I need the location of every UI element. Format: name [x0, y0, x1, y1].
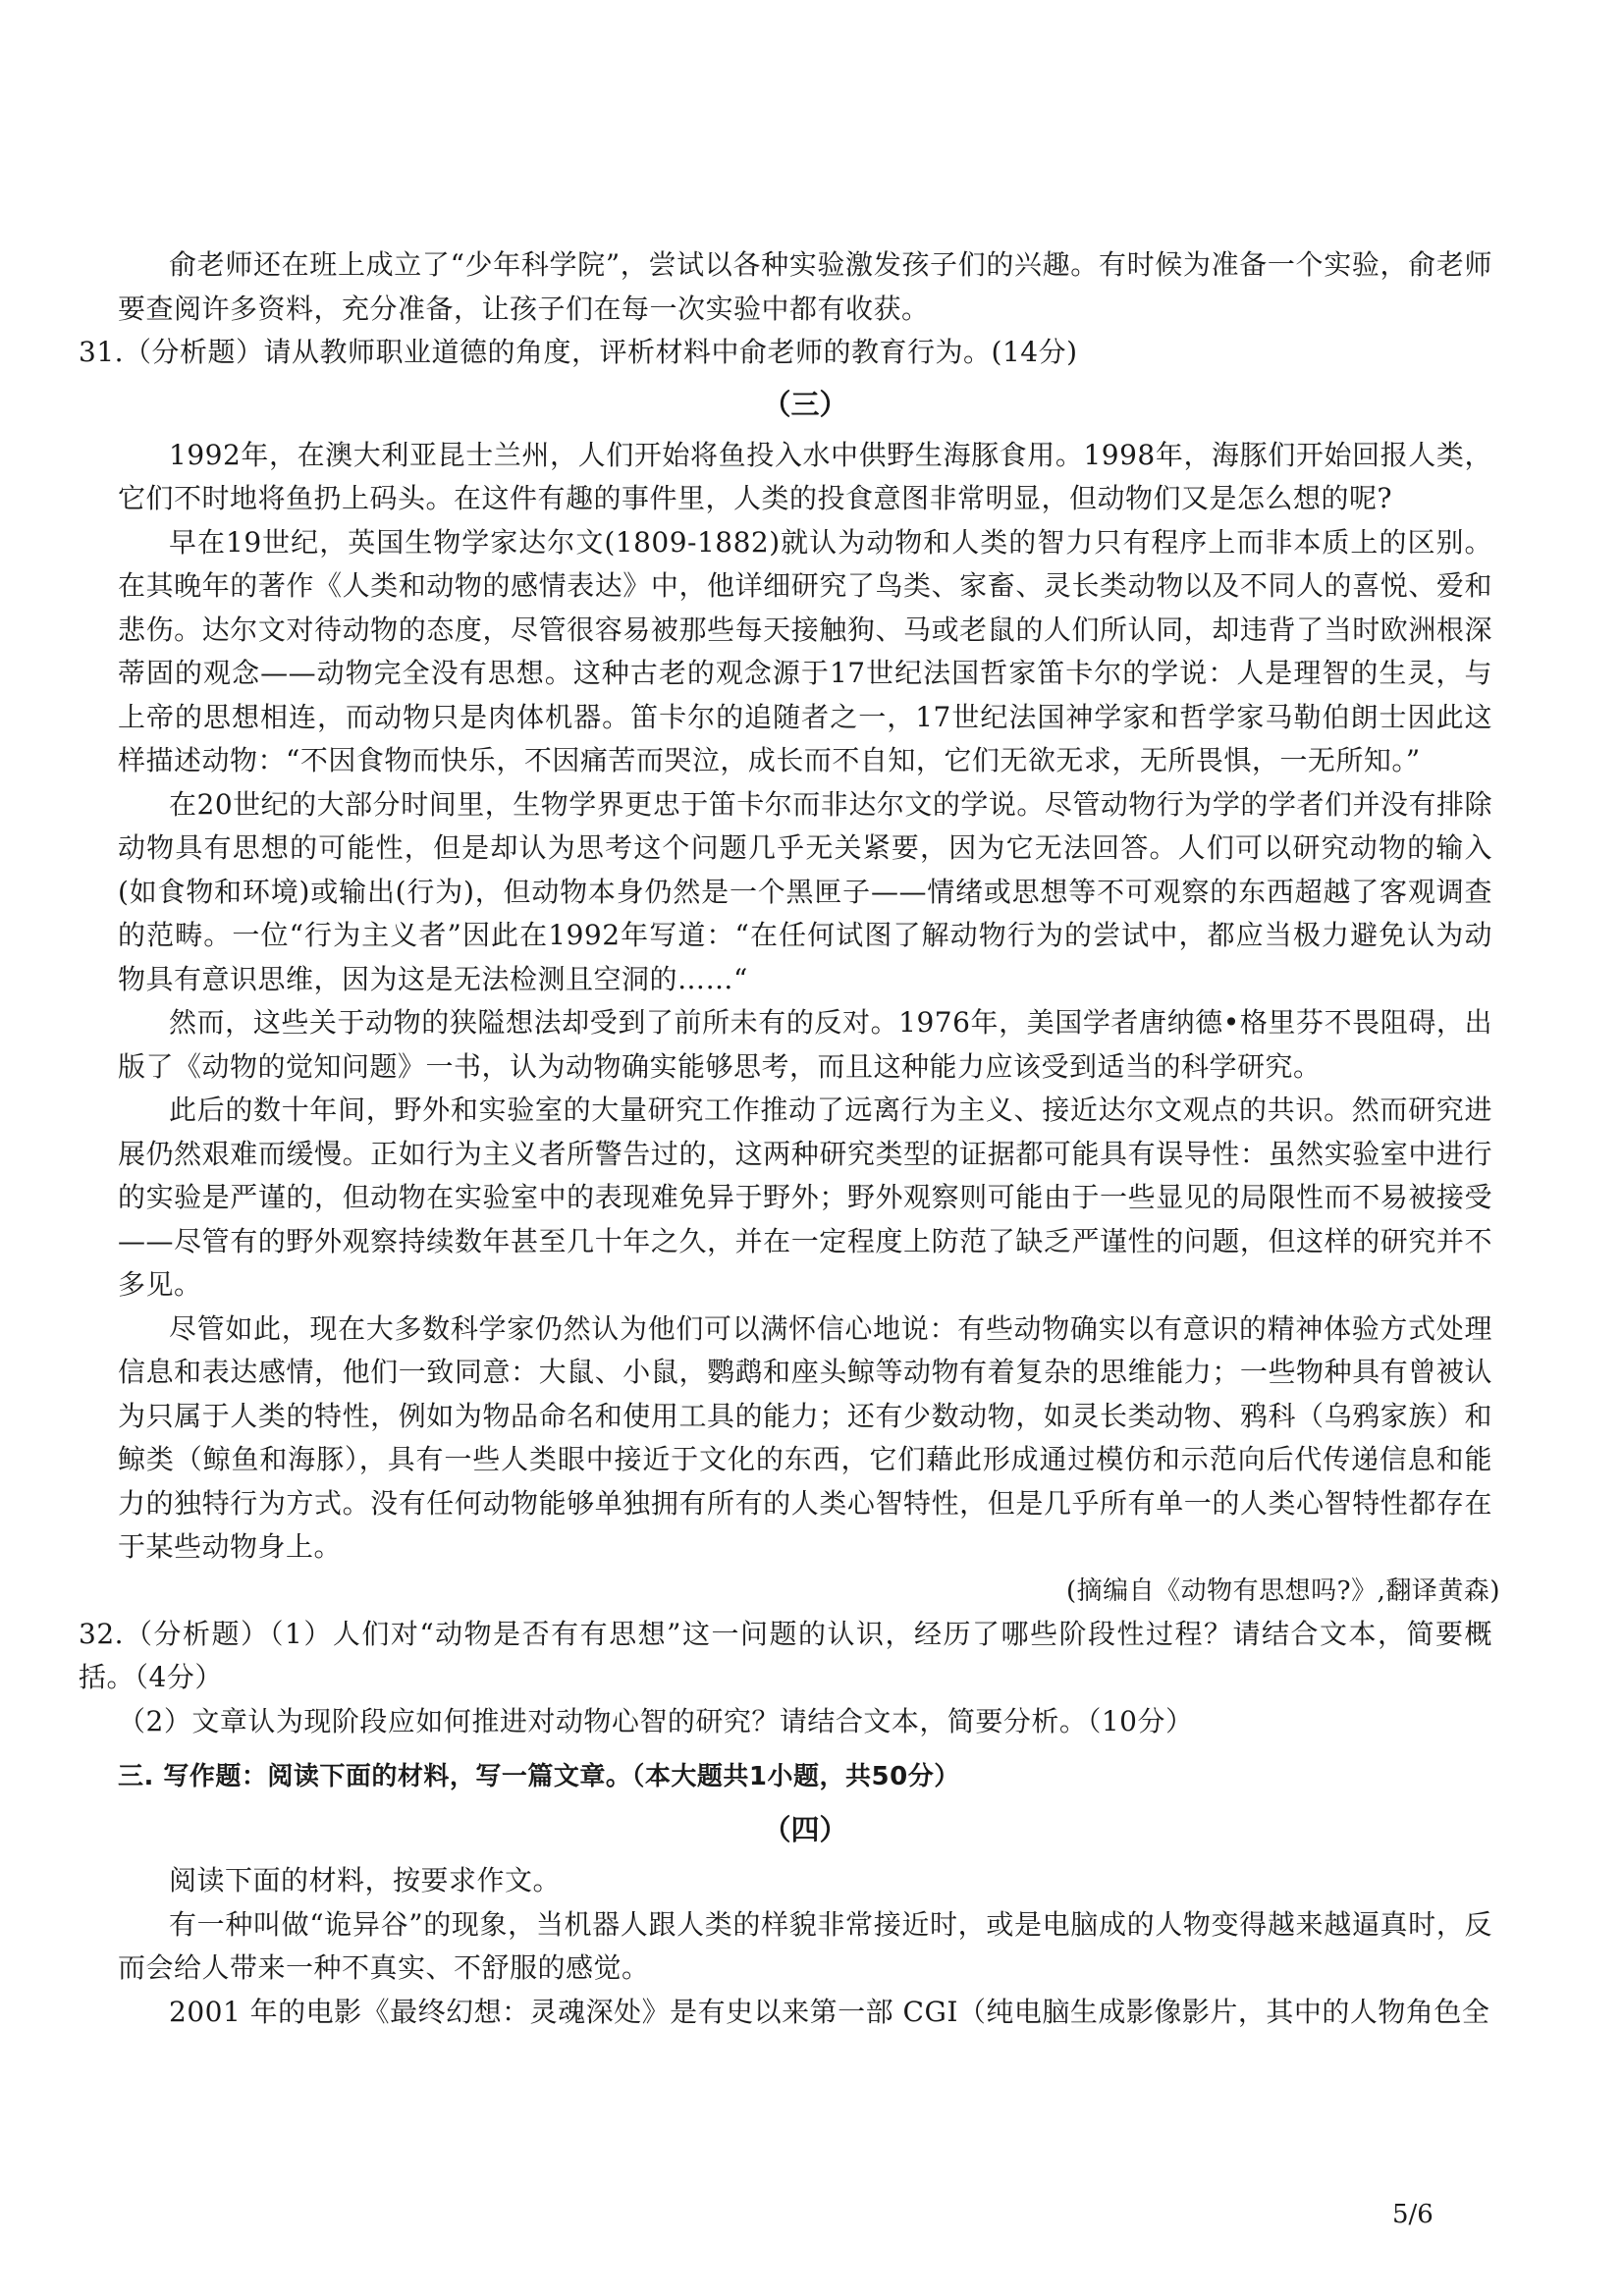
section-4-paragraph: 有一种叫做“诡异谷”的现象，当机器人跟人类的样貌非常接近时，或是电脑成的人物变得越来越逼真时，反而会给人带来一种不真实、不舒服的感觉。 — [118, 1907, 1492, 1984]
section-3-paragraph: 尽管如此，现在大多数科学家仍然认为他们可以满怀信心地说：有些动物确实以有意识的精神体验方式处理信息和表达感情，他们一致同意：大鼠、小鼠，鹦鹉和座头鲸等动物有着复杂的思维能力；一些物种具有曾被认为只属于人类的特性，例如为物品命名和使用工具的能力；还有少数动物，如灵长类动物、鸦科（乌鸦家族）和鲸类（鲸鱼和海豚），具有一些人类眼中接近于文化的东西，它们藉此形成通过模仿和示范向后代传递信息和能力的独特行为方式。没有任何动物能够单独拥有所有的人类心智特性，但是几乎所有单一的人类心智特性都存在于某些动物身上。 — [118, 1311, 1492, 1563]
page-number: 5/6 — [1392, 2200, 1434, 2229]
question-31: 31.（分析题）请从教师职业道德的角度，评析材料中俞老师的教育行为。(14分) — [79, 336, 1078, 368]
section-4-text — [118, 1859, 1492, 2034]
section-4-paragraph: 阅读下面的材料，按要求作文。 — [169, 1864, 562, 1896]
section-3-heading: （三） — [762, 387, 848, 421]
part-3-title: 三. 写作题：阅读下面的材料，写一篇文章。（本大题共1小题，共50分） — [118, 1762, 960, 1791]
section-3-paragraph: 1992年，在澳大利亚昆士兰州，人们开始将鱼投入水中供野生海豚食用。1998年，海豚们开始回报人类，它们不时地将鱼扔上码头。在这件有趣的事件里，人类的投食意图非常明显，但动物们又是怎么想的呢? — [118, 438, 1492, 514]
section-3-paragraph: 早在19世纪，英国生物学家达尔文(1809-1882)就认为动物和人类的智力只有程序上而非本质上的区别。在其晚年的著作《人类和动物的感情表达》中，他详细研究了鸟类、家畜、灵长类动物以及不同人的喜悦、爱和悲伤。达尔文对待动物的态度，尽管很容易被那些每天接触狗、马或老鼠的人们所认同，却违背了当时欧洲根深蒂固的观念——动物完全没有思想。这种古老的观念源于17世纪法国哲家笛卡尔的学说：人是理智的生灵，与上帝的思想相连，而动物只是肉体机器。笛卡尔的追随者之一，17世纪法国神学家和哲学家马勒伯朗士因此这样描述动物：“不因食物而快乐，不因痛苦而哭泣，成长而不自知，它们无欲无求，无所畏惧，一无所知。” — [118, 525, 1492, 776]
material-paragraph: 俞老师还在班上成立了“少年科学院”，尝试以各种实验激发孩子们的兴趣。有时候为准备一个实验，俞老师要查阅许多资料，充分准备，让孩子们在每一次实验中都有收获。 — [118, 248, 1492, 325]
section-4-paragraph: 2001 年的电影《最终幻想：灵魂深处》是有史以来第一部 CGI（纯电脑生成影像影片，其中的人物角色全 — [169, 1995, 1490, 2028]
section-3-text — [118, 434, 1492, 1570]
section-4-heading: （四） — [762, 1813, 848, 1846]
section-3-paragraph: 然而，这些关于动物的狭隘想法却受到了前所未有的反对。1976年，美国学者唐纳德•格里芬不畏阻碍，出版了《动物的觉知问题》一书，认为动物确实能够思考，而且这种能力应该受到适当的科学研究。 — [118, 1006, 1492, 1083]
article-source: (摘编自《动物有思想吗?》,翻译黄森) — [1066, 1575, 1500, 1606]
exam-page-content — [79, 243, 1500, 2034]
question-32-part-1: 32.（分析题）（1）人们对“动物是否有有思想”这一问题的认识，经历了哪些阶段性过程？请结合文本，简要概括。（4分） — [79, 1617, 1492, 1693]
section-3-paragraph: 在20世纪的大部分时间里，生物学界更忠于笛卡尔而非达尔文的学说。尽管动物行为学的学者们并没有排除动物具有思想的可能性，但是却认为思考这个问题几乎无关紧要，因为它无法回答。人们可以研究动物的输入(如食物和环境)或输出(行为)，但动物本身仍然是一个黑匣子——情绪或思想等不可观察的东西超越了客观调查的范畴。一位“行为主义者”因此在1992年写道：“在任何试图了解动物行为的尝试中，都应当极力避免认为动物具有意识思维，因为这是无法检测且空洞的……“ — [118, 787, 1492, 995]
section-3-paragraph: 此后的数十年间，野外和实验室的大量研究工作推动了远离行为主义、接近达尔文观点的共识。然而研究进展仍然艰难而缓慢。正如行为主义者所警告过的，这两种研究类型的证据都可能具有误导性：虽然实验室中进行的实验是严谨的，但动物在实验室中的表现难免异于野外；野外观察则可能由于一些显见的局限性而不易被接受——尽管有的野外观察持续数年甚至几十年之久，并在一定程度上防范了缺乏严谨性的问题，但这样的研究并不多见。 — [118, 1094, 1492, 1301]
question-32-part-2: （2）文章认为现阶段应如何推进对动物心智的研究？请结合文本，简要分析。（10分） — [118, 1704, 1194, 1737]
